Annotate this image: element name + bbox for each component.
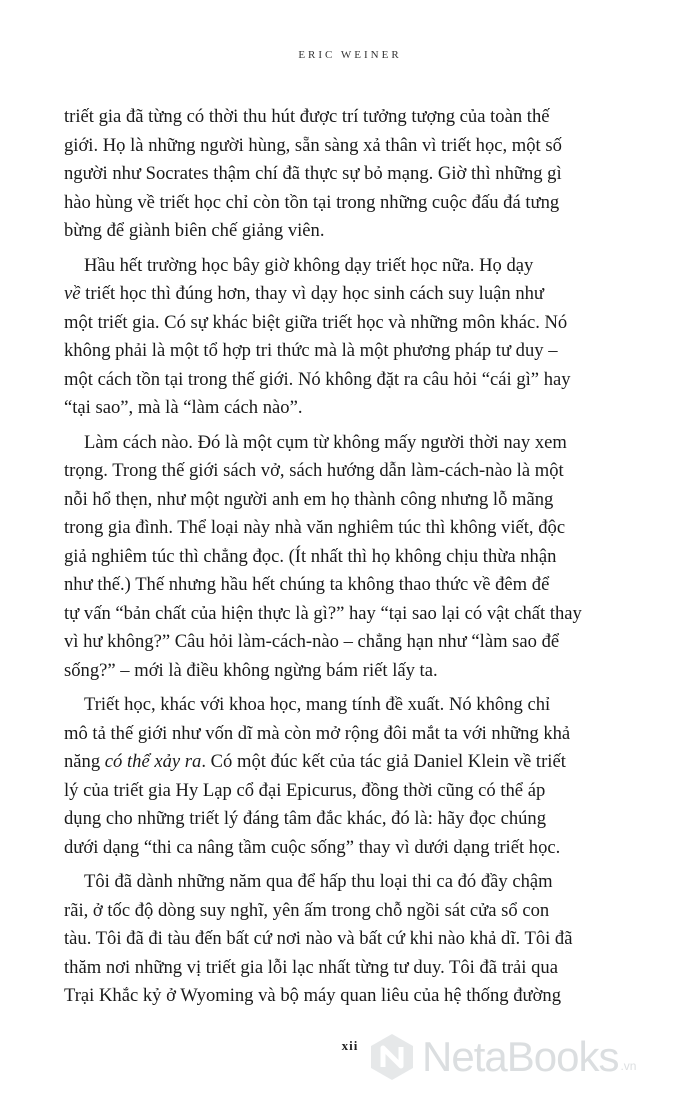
text-line: Triết học, khác với khoa học, mang tính đề xuất. Nó không chỉ: [84, 694, 551, 715]
text-line: nỗi hổ thẹn, như một người anh em họ thành công nhưng lỗ mãng: [64, 488, 554, 510]
text-line: Hầu hết trường học bây giờ không dạy triết học nữa. Họ dạy: [84, 254, 534, 276]
text-line: tàu. Tôi đã đi tàu đến bất cứ nơi nào và bất cứ khi nào khả dĩ. Tôi đã: [64, 928, 573, 949]
paragraph-5: [64, 868, 640, 1011]
watermark: [366, 1027, 696, 1087]
text-line: người như Socrates thậm chí đã thực sự bỏ mạng. Giờ thì những gì: [64, 163, 562, 184]
italic-text: có thể xảy ra: [104, 751, 202, 772]
text-run: triết học thì đúng hơn, thay vì dạy học sinh cách suy luận như: [80, 283, 545, 304]
netabooks-logo-icon: [366, 1031, 418, 1083]
text-line: sống?” – mới là điều không ngừng bám riết lấy ta.: [64, 659, 438, 681]
paragraph-1: [64, 103, 640, 246]
italic-text: về: [64, 283, 81, 304]
text-line: [64, 280, 640, 309]
page-number: xii: [341, 1038, 359, 1053]
watermark-tld: .vn: [620, 1059, 637, 1073]
text-line: triết gia đã từng có thời thu hút được trí tưởng tượng của toàn thế: [64, 106, 550, 127]
text-line: tự vấn “bản chất của hiện thực là gì?” hay “tại sao lại có vật chất thay: [64, 602, 582, 624]
text-line: dưới dạng “thi ca nâng tầm cuộc sống” thay vì dưới dạng triết học.: [64, 836, 561, 858]
paragraph-2: [64, 252, 640, 423]
text-line: trong gia đình. Thể loại này nhà văn nghiêm túc thì không viết, độc: [64, 517, 566, 538]
paragraph-3: [64, 429, 640, 686]
text-run: năng: [64, 751, 105, 772]
text-line: “tại sao”, mà là “làm cách nào”.: [64, 397, 303, 418]
text-line: bừng để giành biên chế giảng viên.: [64, 220, 325, 241]
text-line: dụng cho những triết lý đáng tâm đắc khác, đó là: hãy đọc chúng: [64, 808, 547, 829]
text-line: thăm nơi những vị triết gia lỗi lạc nhất từng tư duy. Tôi đã trải qua: [64, 956, 558, 978]
text-line: giới. Họ là những người hùng, sẵn sàng xả thân vì triết học, một số: [64, 134, 562, 156]
text-line: như thế.) Thế nhưng hầu hết chúng ta không thao thức về đêm để: [64, 574, 550, 595]
text-line: vì hư không?” Câu hỏi làm-cách-nào – chẳng hạn như “làm sao để: [64, 631, 560, 652]
body-text: [64, 103, 640, 1017]
text-line: không phải là một tổ hợp tri thức mà là một phương pháp tư duy –: [64, 340, 558, 361]
text-line: trọng. Trong thế giới sách vở, sách hướng dẫn làm-cách-nào là một: [64, 460, 564, 481]
text-line: Trại Khắc kỷ ở Wyoming và bộ máy quan liêu của hệ thống đường: [64, 985, 562, 1006]
text-line: lý của triết gia Hy Lạp cổ đại Epicurus, đồng thời cũng có thể áp: [64, 779, 546, 801]
text-run: . Có một đúc kết của tác giả Daniel Klein về triết: [201, 751, 566, 772]
text-line: giả nghiêm túc thì chẳng đọc. (Ít nhất thì họ không chịu thừa nhận: [64, 545, 557, 567]
text-line: [64, 748, 640, 777]
text-line: một cách tồn tại trong thế giới. Nó không đặt ra câu hỏi “cái gì” hay: [64, 368, 571, 390]
running-head: ERIC WEINER: [298, 49, 402, 61]
watermark-brand: NetaBooks: [422, 1033, 619, 1080]
text-line: Tôi đã dành những năm qua để hấp thu loại thi ca đó đầy chậm: [84, 871, 553, 892]
text-line: rãi, ở tốc độ dòng suy nghĩ, yên ấm trong chỗ ngồi sát cửa sổ con: [64, 899, 550, 921]
text-line: mô tả thế giới như vốn dĩ mà còn mở rộng đôi mắt ta với những khả: [64, 722, 571, 744]
text-line: hào hùng về triết học chỉ còn tồn tại trong những cuộc đấu đá tưng: [64, 191, 560, 213]
text-line: Làm cách nào. Đó là một cụm từ không mấy người thời nay xem: [84, 431, 567, 453]
paragraph-4: [64, 691, 640, 862]
text-line: một triết gia. Có sự khác biệt giữa triết học và những môn khác. Nó: [64, 311, 568, 333]
